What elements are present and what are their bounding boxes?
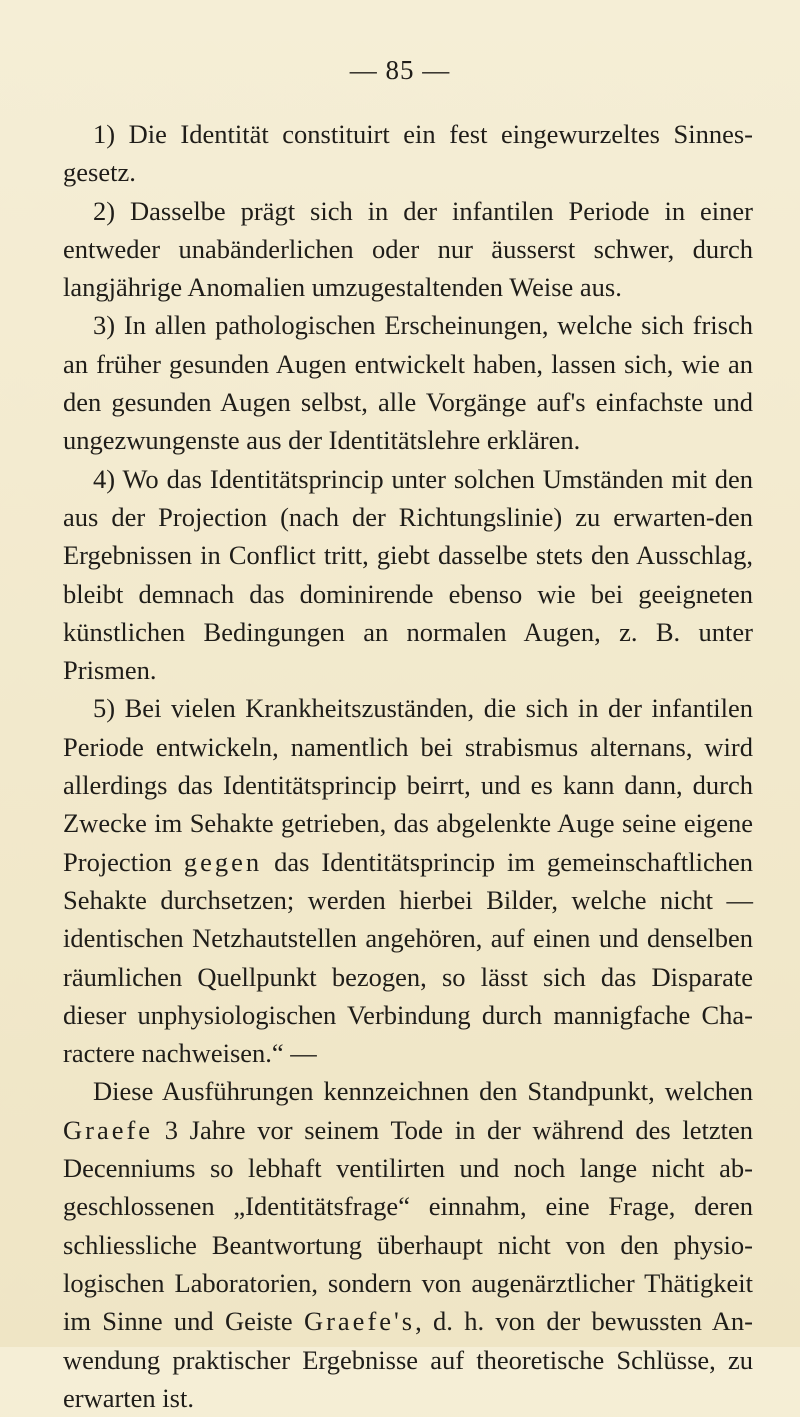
paragraph-5-text-b: das Identitätsprincip im gemeinschaftlichen Sehakte durchsetzen; werden hierbei Bilder, welche nicht — identischen Netzhautstellen angehören, auf einen und denselben räumlichen Quellpunkt bezogen, so lässt sich das Disparate dieser unphysiologischen Verbindung durch mannigfache Cha-ractere nachweisen.“ —: [63, 846, 753, 1069]
paragraph-6-text-c: , d. h. von der bewussten An-wendung praktischer Ergebnisse auf theoretische Schlüsse, zu erwarten ist.: [63, 1306, 753, 1413]
emphasized-word-gegen: gegen: [183, 846, 263, 877]
paragraph-3: 3) In allen pathologischen Erscheinungen, welche sich frisch an früher gesunden Augen entwickelt haben, lassen sich, wie an den gesunden Augen selbst, alle Vorgänge auf's einfachste und ungezwungenste aus der Identitätslehre erklären.: [63, 310, 753, 456]
paragraph-5-text-a: 5) Bei vielen Krankheitszuständen, die sich in der infantilen Periode entwickeln, namentlich bei strabismus alternans, wird allerdings das Identitätsprincip beirrt, und es kann dann, durch Zwecke im Sehakte getrieben, das abgelenkte Auge seine eigene Projection: [63, 693, 753, 877]
paragraph-6-text-a: Diese Ausführungen kennzeichnen den Standpunkt, welchen: [93, 1076, 753, 1107]
paragraph-1: 1) Die Identität constituirt ein fest eingewurzeltes Sinnes-gesetz.: [63, 119, 753, 188]
emphasized-name-graefes: Graefe's: [303, 1306, 416, 1337]
page-number: — 85 —: [349, 55, 451, 85]
body-text: [63, 115, 753, 1417]
paragraph-2: 2) Dasselbe prägt sich in der infantilen Periode in einer entweder unabänderlichen oder nur äusserst schwer, durch langjährige Anomalien umzugestaltenden Weise aus.: [63, 195, 753, 303]
paragraph-5: [63, 689, 753, 1072]
emphasized-name-graefe: Graefe: [63, 1114, 154, 1145]
paragraph-6: [63, 1072, 753, 1417]
paragraph-6-text-b: 3 Jahre vor seinem Tode in der während des letzten Decenniums so lebhaft ventilirten und noch lange nicht ab-geschlossenen „Identitätsfrage“ einnahm, eine Frage, deren schliessliche Beantwortung überhaupt nicht von den physio-logischen Laboratorien, sondern von augenärztlicher Thätigkeit im Sinne und Geiste: [63, 1114, 753, 1337]
paragraph-4: 4) Wo das Identitätsprincip unter solchen Umständen mit den aus der Projection (nach der Richtungslinie) zu erwarten-den Ergebnissen in Conflict tritt, giebt dasselbe stets den Ausschlag, bleibt demnach das dominirende ebenso wie bei geeigneten künstlichen Bedingungen an normalen Augen, z. B. unter Prismen.: [63, 463, 753, 686]
